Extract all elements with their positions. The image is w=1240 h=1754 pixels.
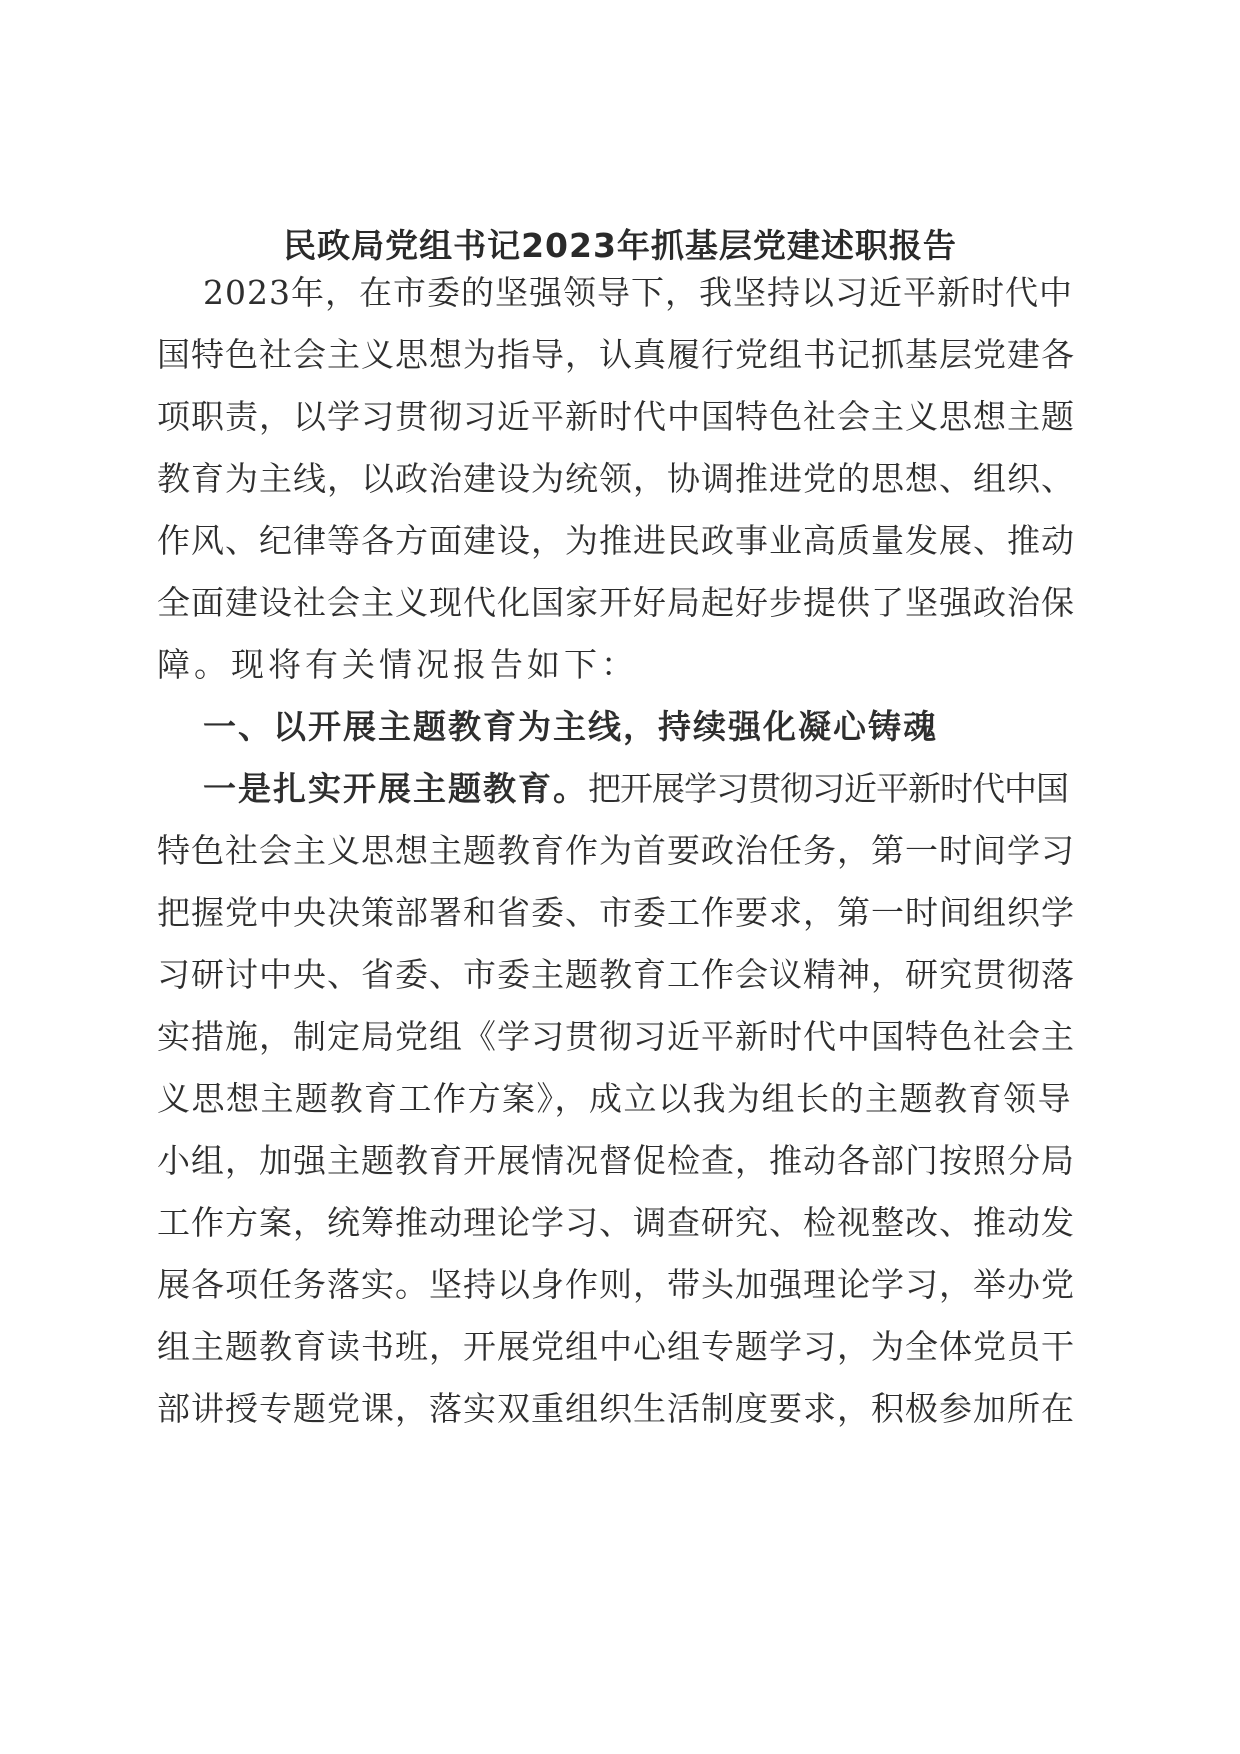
intro-line: 2023年，在市委的坚强领导下，我坚持以习近平新时代中	[203, 273, 1073, 312]
paragraph-line: 工作方案，统筹推动理论学习、调查研究、检视整改、推动发	[157, 1203, 1075, 1242]
intro-line: 作风、纪律等各方面建设，为推进民政事业高质量发展、推动	[157, 521, 1075, 560]
document-title: 民政局党组书记2023年抓基层党建述职报告	[283, 226, 957, 265]
intro-line: 国特色社会主义思想为指导，认真履行党组书记抓基层党建各	[157, 335, 1075, 374]
paragraph-line: 展各项任务落实。坚持以身作则，带头加强理论学习，举办党	[157, 1265, 1075, 1304]
paragraph-line: 部讲授专题党课，落实双重组织生活制度要求，积极参加所在	[157, 1389, 1075, 1428]
intro-line: 障。现将有关情况报告如下：	[157, 645, 638, 684]
paragraph-line: 实措施，制定局党组《学习贯彻习近平新时代中国特色社会主	[157, 1017, 1075, 1056]
document-body	[157, 262, 1075, 1440]
paragraph-line: 把握党中央决策部署和省委、市委工作要求，第一时间组织学	[157, 893, 1075, 932]
paragraph-line: 组主题教育读书班，开展党组中心组专题学习，为全体党员干	[157, 1327, 1075, 1366]
paragraph-first-line	[157, 758, 1075, 820]
paragraph-line: 习研讨中央、省委、市委主题教育工作会议精神，研究贯彻落	[157, 955, 1075, 994]
paragraph-line: 小组，加强主题教育开展情况督促检查，推动各部门按照分局	[157, 1141, 1075, 1180]
paragraph-lead: 一是扎实开展主题教育。	[203, 769, 588, 808]
paragraph-line: 特色社会主义思想主题教育作为首要政治任务，第一时间学习	[157, 831, 1075, 870]
intro-line: 全面建设社会主义现代化国家开好局起好步提供了坚强政治保	[157, 583, 1075, 622]
section-heading: 一、以开展主题教育为主线，持续强化凝心铸魂	[203, 707, 938, 746]
paragraph-text: 把开展学习贯彻习近平新时代中国	[588, 769, 1068, 808]
intro-line: 项职责，以学习贯彻习近平新时代中国特色社会主义思想主题	[157, 397, 1075, 436]
paragraph-line: 义思想主题教育工作方案》，成立以我为组长的主题教育领导	[157, 1079, 1072, 1118]
intro-line: 教育为主线，以政治建设为统领，协调推进党的思想、组织、	[157, 459, 1075, 498]
